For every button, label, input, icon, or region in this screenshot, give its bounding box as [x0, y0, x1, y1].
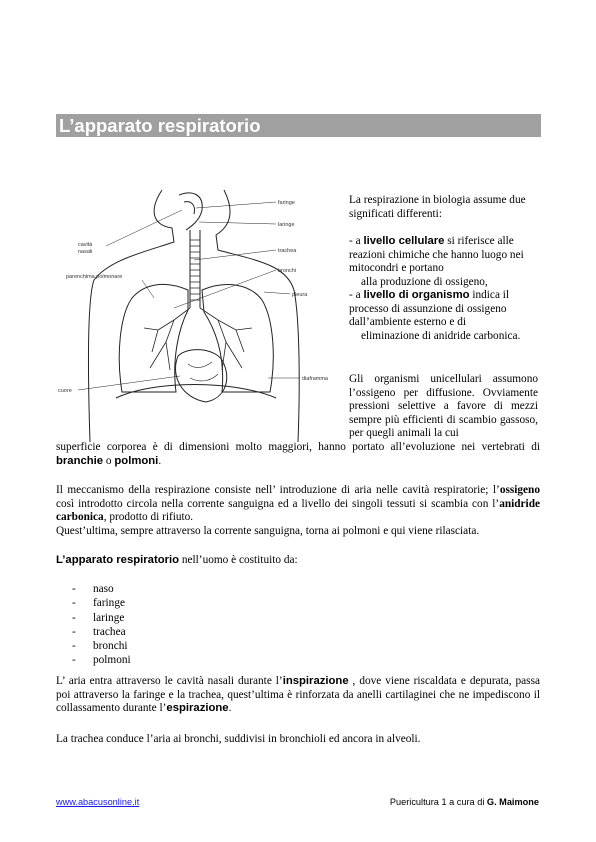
label-nasali: nasali — [78, 249, 93, 255]
anidride-term: anidride carbonica — [56, 497, 540, 523]
p2-continuation: eliminazione di anidride carbonica. — [361, 329, 521, 342]
airflow-text-b: , dove viene riscaldata e depurata, passa poi attraverso la faringe e la trachea, quest’ultima è rinforzata da anelli cartilaginei che ne impediscono il collassamento durante l’ — [56, 675, 540, 714]
inspirazione-term: inspirazione — [282, 675, 349, 687]
list-item: - laringe — [72, 611, 125, 624]
apparatus-text: nell’uomo è costituito da: — [179, 554, 298, 566]
trachea-paragraph — [56, 733, 540, 747]
intro-text: La respirazione in biologia assume due significati differenti: — [349, 194, 526, 220]
evolution-end: . — [158, 454, 162, 467]
mechanism-text-d: Quest’ultima, sempre attraverso la corrente sanguigna, torna ai polmoni e qui viene rilasciata. — [56, 524, 480, 537]
label-faringe: faringe — [278, 200, 295, 206]
branchie-term: branchie — [56, 454, 104, 467]
trachea-text: La trachea conduce l’aria ai bronchi, suddivisi in bronchioli ed ancora in alveoli. — [56, 733, 421, 745]
respiratory-system-diagram — [54, 180, 342, 442]
organism-level-term: livello di organismo — [363, 289, 470, 301]
intro-paragraph — [349, 194, 538, 221]
polmoni-term: polmoni — [114, 454, 159, 467]
page-title: L’apparato respiratorio — [59, 115, 261, 136]
list-item: - trachea — [72, 625, 126, 638]
ossigeno-term: ossigeno — [499, 484, 540, 496]
label-bronchi: bronchi — [278, 268, 297, 274]
mechanism-text-b: così introdotto circola nella corrente sanguigna ed a livello dei singoli tessuti si scambia con l’ — [56, 497, 500, 510]
p1-continuation: alla produzione di ossigeno, — [361, 275, 488, 288]
p2-prefix: - a — [349, 289, 364, 301]
airflow-paragraph — [56, 675, 540, 716]
title-bar — [56, 114, 541, 137]
footer-credit — [390, 797, 539, 807]
evolution-text: superficie corporea è di dimensioni molto maggiori, hanno portato all’evoluzione nei vertebrati di — [56, 441, 540, 453]
p2-text: indica il processo di assunzione di ossigeno dall’ambiente esterno e di — [349, 289, 510, 328]
footer-link[interactable]: www.abacusonline.it — [56, 797, 140, 807]
label-parenchima: parenchima polmonare — [66, 274, 123, 280]
list-item: - polmoni — [72, 654, 131, 667]
airflow-text-a: L’ aria entra attraverso le cavità nasali durante l’ — [56, 675, 283, 687]
list-item: - bronchi — [72, 640, 128, 653]
label-cavita: cavità — [78, 242, 93, 248]
cellular-level-term: livello cellulare — [363, 235, 445, 247]
label-pleura: pleura — [292, 292, 308, 298]
evolution-paragraph-continuation — [56, 441, 540, 468]
label-diaframma: diaframma — [302, 376, 328, 382]
airflow-text-c: . — [228, 702, 232, 714]
organs-list — [72, 582, 131, 668]
apparatus-intro — [56, 554, 540, 568]
p1-prefix: - a — [349, 235, 364, 247]
cellular-level-paragraph — [349, 235, 538, 343]
footer-credit-text: Puericultura 1 a cura di — [389, 797, 487, 807]
unicellular-text: Gli organismi unicellulari assumono l’ossigeno per diffusione. Ovviamente pressioni selettive a favore di mezzi sempre più efficienti di scambio gassoso, per quegli animali la cui — [349, 373, 538, 439]
conjunction-o: o — [103, 454, 115, 467]
footer-author: G. Maimone — [486, 797, 539, 807]
label-trachea: trachea — [278, 248, 297, 254]
mechanism-text-a: Il meccanismo della respirazione consiste nell’ introduzione di aria nelle cavità respiratorie; l’ — [56, 484, 500, 496]
mechanism-text-c: , prodotto di rifiuto. — [103, 511, 194, 523]
mechanism-paragraph — [56, 484, 540, 538]
label-laringe: laringe — [278, 222, 295, 228]
p1-text: si riferisce alle reazioni chimiche che hanno luogo nei mitocondri e portano — [349, 235, 524, 274]
label-cuore: cuore — [58, 388, 72, 394]
espirazione-term: espirazione — [166, 702, 229, 714]
apparatus-term: L’apparato respiratorio — [56, 554, 180, 566]
list-item: - naso — [72, 583, 114, 595]
unicellular-paragraph — [349, 373, 538, 441]
list-item: - faringe — [72, 597, 125, 610]
